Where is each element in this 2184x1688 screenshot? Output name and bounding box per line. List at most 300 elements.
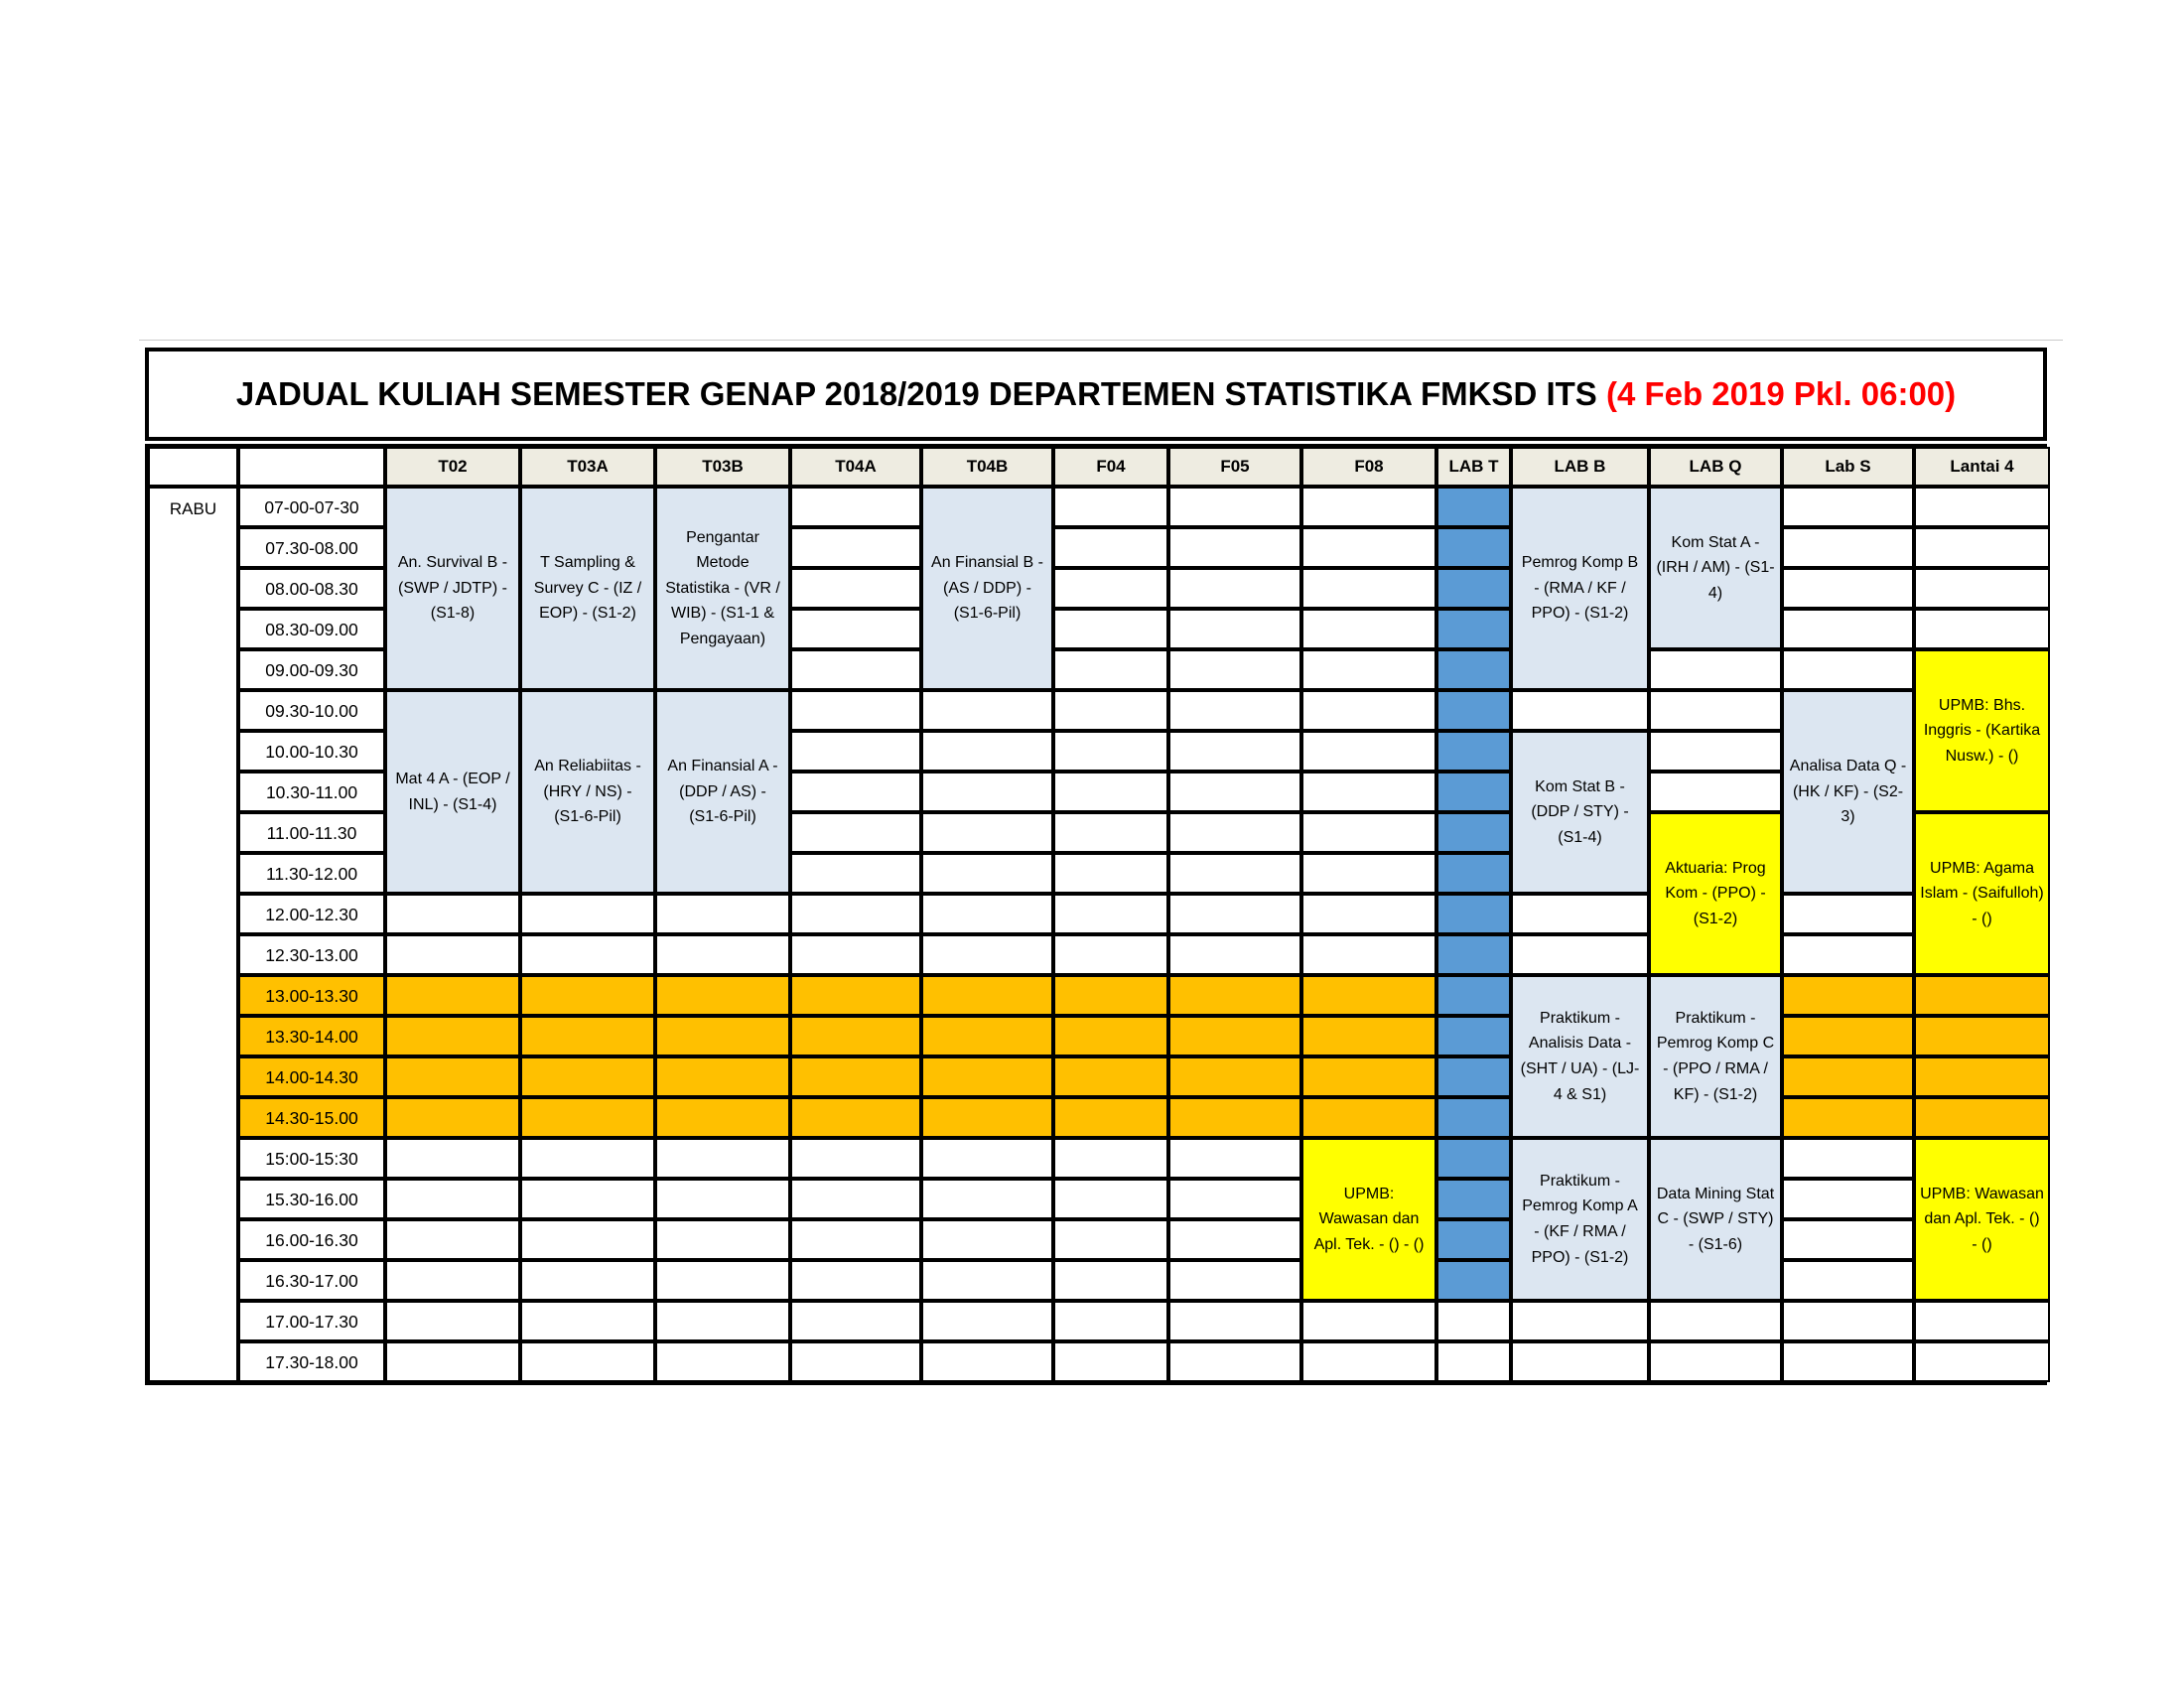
schedule-title xyxy=(145,348,2047,441)
empty-cell xyxy=(655,1260,790,1301)
lab-t-cell xyxy=(1436,934,1511,975)
empty-cell xyxy=(1168,934,1301,975)
break-cell xyxy=(921,1097,1053,1138)
empty-cell xyxy=(790,1179,921,1219)
empty-cell xyxy=(1053,934,1168,975)
time-slot xyxy=(238,1056,385,1097)
time-slot-label: 07.30-08.00 xyxy=(265,537,358,558)
empty-cell xyxy=(1168,1138,1301,1179)
empty-cell xyxy=(1053,1219,1168,1260)
break-cell xyxy=(520,1056,655,1097)
break-cell xyxy=(1168,1097,1301,1138)
title-main: JADUAL KULIAH SEMESTER GENAP 2018/2019 DEPARTEMEN STATISTIKA FMKSD ITS xyxy=(235,375,1606,412)
course-block xyxy=(1511,487,1649,690)
lab-t-cell xyxy=(1436,975,1511,1016)
column-header-lantai-4-label: Lantai 4 xyxy=(1950,457,2014,477)
time-slot xyxy=(238,934,385,975)
time-slot xyxy=(238,609,385,649)
time-slot xyxy=(238,1260,385,1301)
column-header-f05-label: F05 xyxy=(1220,457,1250,477)
empty-cell xyxy=(1436,1341,1511,1382)
empty-cell xyxy=(1914,609,2050,649)
break-cell xyxy=(385,975,520,1016)
day-label-label: RABU xyxy=(169,499,217,518)
time-slot xyxy=(238,1097,385,1138)
lab-t-cell xyxy=(1436,1016,1511,1056)
break-cell xyxy=(790,1016,921,1056)
course-block xyxy=(1649,487,1782,649)
upmb-block-label: UPMB: Wawasan dan Apl. Tek. - () - () xyxy=(1920,1185,2044,1253)
time-slot-label: 14.00-14.30 xyxy=(265,1066,358,1087)
column-header-t02 xyxy=(385,447,520,487)
empty-cell xyxy=(1301,690,1436,731)
empty-cell xyxy=(1053,1301,1168,1341)
empty-cell xyxy=(655,1301,790,1341)
empty-cell xyxy=(790,853,921,894)
page-top-divider xyxy=(139,340,2063,341)
time-slot-label: 17.30-18.00 xyxy=(265,1351,358,1372)
break-cell xyxy=(1782,975,1914,1016)
empty-cell xyxy=(921,690,1053,731)
break-cell xyxy=(655,1056,790,1097)
empty-cell xyxy=(1301,568,1436,609)
empty-cell xyxy=(520,934,655,975)
empty-cell xyxy=(520,1341,655,1382)
lab-t-cell xyxy=(1436,1138,1511,1179)
time-slot xyxy=(238,487,385,527)
empty-cell xyxy=(790,487,921,527)
header-time-blank xyxy=(238,447,385,487)
time-slot-label: 09.30-10.00 xyxy=(265,700,358,721)
empty-cell xyxy=(1168,812,1301,853)
lab-t-cell xyxy=(1436,731,1511,772)
column-header-lab-b-label: LAB B xyxy=(1554,457,1606,477)
column-header-f05 xyxy=(1168,447,1301,487)
course-block-label: Praktikum - Pemrog Komp A - (KF / RMA / PPO) - (S1-2) xyxy=(1522,1172,1638,1266)
time-slot xyxy=(238,1219,385,1260)
empty-cell xyxy=(1782,487,1914,527)
empty-cell xyxy=(1914,568,2050,609)
empty-cell xyxy=(1053,1179,1168,1219)
time-slot xyxy=(238,975,385,1016)
break-cell xyxy=(1782,1056,1914,1097)
time-slot-label: 13.00-13.30 xyxy=(265,985,358,1006)
course-block-label: Kom Stat A - (IRH / AM) - (S1-4) xyxy=(1656,533,1775,602)
column-header-t03a-label: T03A xyxy=(567,457,609,477)
empty-cell xyxy=(921,1260,1053,1301)
empty-cell xyxy=(385,1179,520,1219)
break-cell xyxy=(1914,975,2050,1016)
break-cell xyxy=(1301,975,1436,1016)
course-block xyxy=(655,690,790,894)
time-slot-label: 14.30-15.00 xyxy=(265,1107,358,1128)
empty-cell xyxy=(1301,731,1436,772)
time-slot-label: 10.00-10.30 xyxy=(265,741,358,762)
empty-cell xyxy=(790,731,921,772)
column-header-lab-s xyxy=(1782,447,1914,487)
empty-cell xyxy=(790,812,921,853)
lab-t-cell xyxy=(1436,1097,1511,1138)
course-block xyxy=(921,487,1053,690)
schedule-grid xyxy=(145,444,2047,1385)
column-header-lab-q xyxy=(1649,447,1782,487)
lab-t-cell xyxy=(1436,1260,1511,1301)
empty-cell xyxy=(520,1179,655,1219)
break-cell xyxy=(1053,1016,1168,1056)
course-block xyxy=(1782,690,1914,894)
empty-cell xyxy=(385,1219,520,1260)
time-slot-label: 13.30-14.00 xyxy=(265,1026,358,1047)
empty-cell xyxy=(520,894,655,934)
empty-cell xyxy=(1053,1260,1168,1301)
empty-cell xyxy=(921,812,1053,853)
break-cell xyxy=(385,1097,520,1138)
time-slot-label: 11.00-11.30 xyxy=(266,822,357,843)
empty-cell xyxy=(1301,812,1436,853)
time-slot-label: 10.30-11.00 xyxy=(265,781,358,802)
empty-cell xyxy=(1053,487,1168,527)
lab-t-cell xyxy=(1436,1219,1511,1260)
course-block-label: An. Survival B - (SWP / JDTP) - (S1-8) xyxy=(397,554,508,623)
break-cell xyxy=(520,1016,655,1056)
time-slot-label: 17.00-17.30 xyxy=(265,1311,358,1332)
upmb-block-label: UPMB: Agama Islam - (Saifulloh) - () xyxy=(1920,859,2044,927)
column-header-t04a xyxy=(790,447,921,487)
time-slot-label: 08.00-08.30 xyxy=(265,578,358,599)
column-header-f08 xyxy=(1301,447,1436,487)
empty-cell xyxy=(790,1301,921,1341)
empty-cell xyxy=(790,609,921,649)
empty-cell xyxy=(921,731,1053,772)
break-cell xyxy=(1914,1097,2050,1138)
course-block-label: Kom Stat B - (DDP / STY) - (S1-4) xyxy=(1531,777,1629,846)
empty-cell xyxy=(1301,934,1436,975)
empty-cell xyxy=(921,1138,1053,1179)
lab-t-cell xyxy=(1436,853,1511,894)
empty-cell xyxy=(1782,894,1914,934)
break-cell xyxy=(1914,1016,2050,1056)
lab-t-cell xyxy=(1436,609,1511,649)
empty-cell xyxy=(921,1219,1053,1260)
empty-cell xyxy=(1168,1341,1301,1382)
empty-cell xyxy=(790,934,921,975)
lab-t-cell xyxy=(1436,568,1511,609)
break-cell xyxy=(655,1097,790,1138)
lab-t-cell xyxy=(1436,1179,1511,1219)
empty-cell xyxy=(385,1301,520,1341)
break-cell xyxy=(1301,1097,1436,1138)
lab-t-cell xyxy=(1436,812,1511,853)
empty-cell xyxy=(655,1341,790,1382)
empty-cell xyxy=(655,1219,790,1260)
break-cell xyxy=(1053,1056,1168,1097)
empty-cell xyxy=(1511,690,1649,731)
lab-t-cell xyxy=(1436,894,1511,934)
empty-cell xyxy=(1511,894,1649,934)
title-timestamp: (4 Feb 2019 Pkl. 06:00) xyxy=(1605,375,1957,412)
empty-cell xyxy=(1649,772,1782,812)
column-header-f08-label: F08 xyxy=(1354,457,1384,477)
column-header-t04a-label: T04A xyxy=(835,457,877,477)
empty-cell xyxy=(1649,1301,1782,1341)
empty-cell xyxy=(1301,853,1436,894)
time-slot xyxy=(238,731,385,772)
course-block xyxy=(1511,1138,1649,1301)
course-block xyxy=(1511,975,1649,1138)
empty-cell xyxy=(790,1341,921,1382)
time-slot-label: 12.30-13.00 xyxy=(265,944,358,965)
empty-cell xyxy=(1301,487,1436,527)
empty-cell xyxy=(1649,690,1782,731)
empty-cell xyxy=(1168,649,1301,690)
upmb-block-label: UPMB: Wawasan dan Apl. Tek. - () - () xyxy=(1313,1185,1425,1253)
schedule-sheet xyxy=(145,348,2047,1385)
course-block-label: Praktikum - Analisis Data - (SHT / UA) - (LJ-4 & S1) xyxy=(1520,1009,1640,1103)
break-cell xyxy=(1914,1056,2050,1097)
time-slot-label: 12.00-12.30 xyxy=(265,904,358,924)
upmb-block xyxy=(1649,812,1782,975)
empty-cell xyxy=(790,1260,921,1301)
break-cell xyxy=(385,1056,520,1097)
break-cell xyxy=(520,975,655,1016)
course-block-label: Data Mining Stat C - (SWP / STY) - (S1-6) xyxy=(1656,1185,1775,1253)
empty-cell xyxy=(1053,568,1168,609)
empty-cell xyxy=(1168,772,1301,812)
empty-cell xyxy=(655,1138,790,1179)
empty-cell xyxy=(1168,1260,1301,1301)
course-block xyxy=(655,487,790,690)
break-cell xyxy=(385,1016,520,1056)
empty-cell xyxy=(1782,527,1914,568)
break-cell xyxy=(1053,975,1168,1016)
empty-cell xyxy=(520,1138,655,1179)
lab-t-cell xyxy=(1436,772,1511,812)
course-block-label: Praktikum - Pemrog Komp C - (PPO / RMA / KF) - (S1-2) xyxy=(1656,1009,1775,1103)
break-cell xyxy=(655,975,790,1016)
empty-cell xyxy=(1053,1341,1168,1382)
empty-cell xyxy=(1053,527,1168,568)
time-slot xyxy=(238,1341,385,1382)
empty-cell xyxy=(1914,1301,2050,1341)
empty-cell xyxy=(921,772,1053,812)
empty-cell xyxy=(921,934,1053,975)
break-cell xyxy=(1168,1016,1301,1056)
empty-cell xyxy=(790,894,921,934)
empty-cell xyxy=(520,1301,655,1341)
column-header-lantai-4 xyxy=(1914,447,2050,487)
empty-cell xyxy=(1782,568,1914,609)
empty-cell xyxy=(1168,1179,1301,1219)
empty-cell xyxy=(385,1341,520,1382)
break-cell xyxy=(790,1097,921,1138)
break-cell xyxy=(1168,975,1301,1016)
lab-t-cell xyxy=(1436,690,1511,731)
time-slot-label: 16.30-17.00 xyxy=(265,1270,358,1291)
empty-cell xyxy=(790,772,921,812)
empty-cell xyxy=(1053,1138,1168,1179)
empty-cell xyxy=(1168,731,1301,772)
empty-cell xyxy=(385,1138,520,1179)
empty-cell xyxy=(1914,487,2050,527)
empty-cell xyxy=(1168,527,1301,568)
time-slot xyxy=(238,853,385,894)
time-slot xyxy=(238,1138,385,1179)
column-header-t02-label: T02 xyxy=(438,457,468,477)
empty-cell xyxy=(1053,690,1168,731)
empty-cell xyxy=(1782,1179,1914,1219)
empty-cell xyxy=(385,894,520,934)
break-cell xyxy=(921,1016,1053,1056)
empty-cell xyxy=(1168,894,1301,934)
column-header-t04b xyxy=(921,447,1053,487)
empty-cell xyxy=(1053,772,1168,812)
course-block-label: An Finansial A - (DDP / AS) - (S1-6-Pil) xyxy=(667,758,778,826)
empty-cell xyxy=(1168,1301,1301,1341)
empty-cell xyxy=(655,1179,790,1219)
empty-cell xyxy=(790,527,921,568)
empty-cell xyxy=(655,934,790,975)
time-slot-label: 08.30-09.00 xyxy=(265,619,358,639)
empty-cell xyxy=(921,1179,1053,1219)
course-block-label: Pemrog Komp B - (RMA / KF / PPO) - (S1-2) xyxy=(1521,554,1639,623)
time-slot xyxy=(238,568,385,609)
course-block xyxy=(520,690,655,894)
empty-cell xyxy=(1782,1301,1914,1341)
empty-cell xyxy=(1914,1341,2050,1382)
empty-cell xyxy=(1782,609,1914,649)
empty-cell xyxy=(1301,1341,1436,1382)
break-cell xyxy=(520,1097,655,1138)
empty-cell xyxy=(1649,731,1782,772)
break-cell xyxy=(1168,1056,1301,1097)
break-cell xyxy=(790,975,921,1016)
lab-t-cell xyxy=(1436,487,1511,527)
empty-cell xyxy=(1053,894,1168,934)
empty-cell xyxy=(1053,853,1168,894)
empty-cell xyxy=(921,1301,1053,1341)
day-label xyxy=(148,487,238,1382)
break-cell xyxy=(1053,1097,1168,1138)
column-header-t03b-label: T03B xyxy=(702,457,744,477)
time-slot-label: 16.00-16.30 xyxy=(265,1229,358,1250)
time-slot-label: 15.30-16.00 xyxy=(265,1189,358,1209)
time-slot-label: 09.00-09.30 xyxy=(265,659,358,680)
course-block xyxy=(520,487,655,690)
empty-cell xyxy=(790,568,921,609)
time-slot xyxy=(238,649,385,690)
column-header-t03b xyxy=(655,447,790,487)
break-cell xyxy=(921,1056,1053,1097)
time-slot-label: 15:00-15:30 xyxy=(265,1148,358,1169)
empty-cell xyxy=(1301,609,1436,649)
empty-cell xyxy=(1053,812,1168,853)
empty-cell xyxy=(1301,894,1436,934)
empty-cell xyxy=(1649,1341,1782,1382)
column-header-f04 xyxy=(1053,447,1168,487)
empty-cell xyxy=(520,1219,655,1260)
column-header-f04-label: F04 xyxy=(1096,457,1126,477)
column-header-t04b-label: T04B xyxy=(966,457,1009,477)
break-cell xyxy=(1301,1056,1436,1097)
empty-cell xyxy=(1511,934,1649,975)
empty-cell xyxy=(1168,1219,1301,1260)
empty-cell xyxy=(1053,609,1168,649)
empty-cell xyxy=(655,894,790,934)
course-block-label: An Reliabiitas - (HRY / NS) - (S1-6-Pil) xyxy=(534,758,641,826)
time-slot xyxy=(238,894,385,934)
time-slot-label: 11.30-12.00 xyxy=(265,863,358,884)
empty-cell xyxy=(520,1260,655,1301)
empty-cell xyxy=(1168,487,1301,527)
lab-t-cell xyxy=(1436,527,1511,568)
empty-cell xyxy=(1782,1219,1914,1260)
empty-cell xyxy=(790,649,921,690)
empty-cell xyxy=(1782,1138,1914,1179)
empty-cell xyxy=(1511,1301,1649,1341)
empty-cell xyxy=(921,853,1053,894)
column-header-t03a xyxy=(520,447,655,487)
empty-cell xyxy=(385,1260,520,1301)
course-block xyxy=(385,690,520,894)
course-block-label: An Finansial B - (AS / DDP) - (S1-6-Pil) xyxy=(931,554,1043,623)
empty-cell xyxy=(1301,772,1436,812)
empty-cell xyxy=(921,894,1053,934)
upmb-block xyxy=(1914,649,2050,812)
empty-cell xyxy=(1782,649,1914,690)
empty-cell xyxy=(1168,690,1301,731)
course-block xyxy=(385,487,520,690)
break-cell xyxy=(1782,1016,1914,1056)
time-slot xyxy=(238,1016,385,1056)
empty-cell xyxy=(385,934,520,975)
empty-cell xyxy=(1168,568,1301,609)
break-cell xyxy=(790,1056,921,1097)
time-slot xyxy=(238,812,385,853)
time-slot xyxy=(238,772,385,812)
time-slot-label: 07-00-07-30 xyxy=(264,496,359,517)
empty-cell xyxy=(790,1219,921,1260)
lab-t-cell xyxy=(1436,1056,1511,1097)
empty-cell xyxy=(1301,1301,1436,1341)
column-header-lab-b xyxy=(1511,447,1649,487)
column-header-lab-s-label: Lab S xyxy=(1825,457,1871,477)
course-block-label: Mat 4 A - (EOP / INL) - (S1-4) xyxy=(395,770,510,813)
upmb-block-label: Aktuaria: Prog Kom - (PPO) - (S1-2) xyxy=(1665,859,1766,927)
empty-cell xyxy=(1782,1341,1914,1382)
empty-cell xyxy=(1436,1301,1511,1341)
time-slot xyxy=(238,690,385,731)
upmb-block-label: UPMB: Bhs. Inggris - (Kartika Nusw.) - () xyxy=(1923,696,2041,765)
empty-cell xyxy=(1168,609,1301,649)
empty-cell xyxy=(1168,853,1301,894)
time-slot xyxy=(238,1301,385,1341)
empty-cell xyxy=(1301,527,1436,568)
empty-cell xyxy=(1782,934,1914,975)
course-block xyxy=(1511,731,1649,894)
empty-cell xyxy=(1914,527,2050,568)
upmb-block xyxy=(1301,1138,1436,1301)
column-header-lab-q-label: LAB Q xyxy=(1689,457,1742,477)
upmb-block xyxy=(1914,812,2050,975)
course-block-label: Analisa Data Q - (HK / KF) - (S2-3) xyxy=(1789,758,1907,826)
empty-cell xyxy=(1301,649,1436,690)
empty-cell xyxy=(1053,731,1168,772)
time-slot xyxy=(238,527,385,568)
upmb-block xyxy=(1914,1138,2050,1301)
break-cell xyxy=(655,1016,790,1056)
column-header-lab-t xyxy=(1436,447,1511,487)
course-block-label: Pengantar Metode Statistika - (VR / WIB) - (S1-1 & Pengayaan) xyxy=(665,528,780,647)
